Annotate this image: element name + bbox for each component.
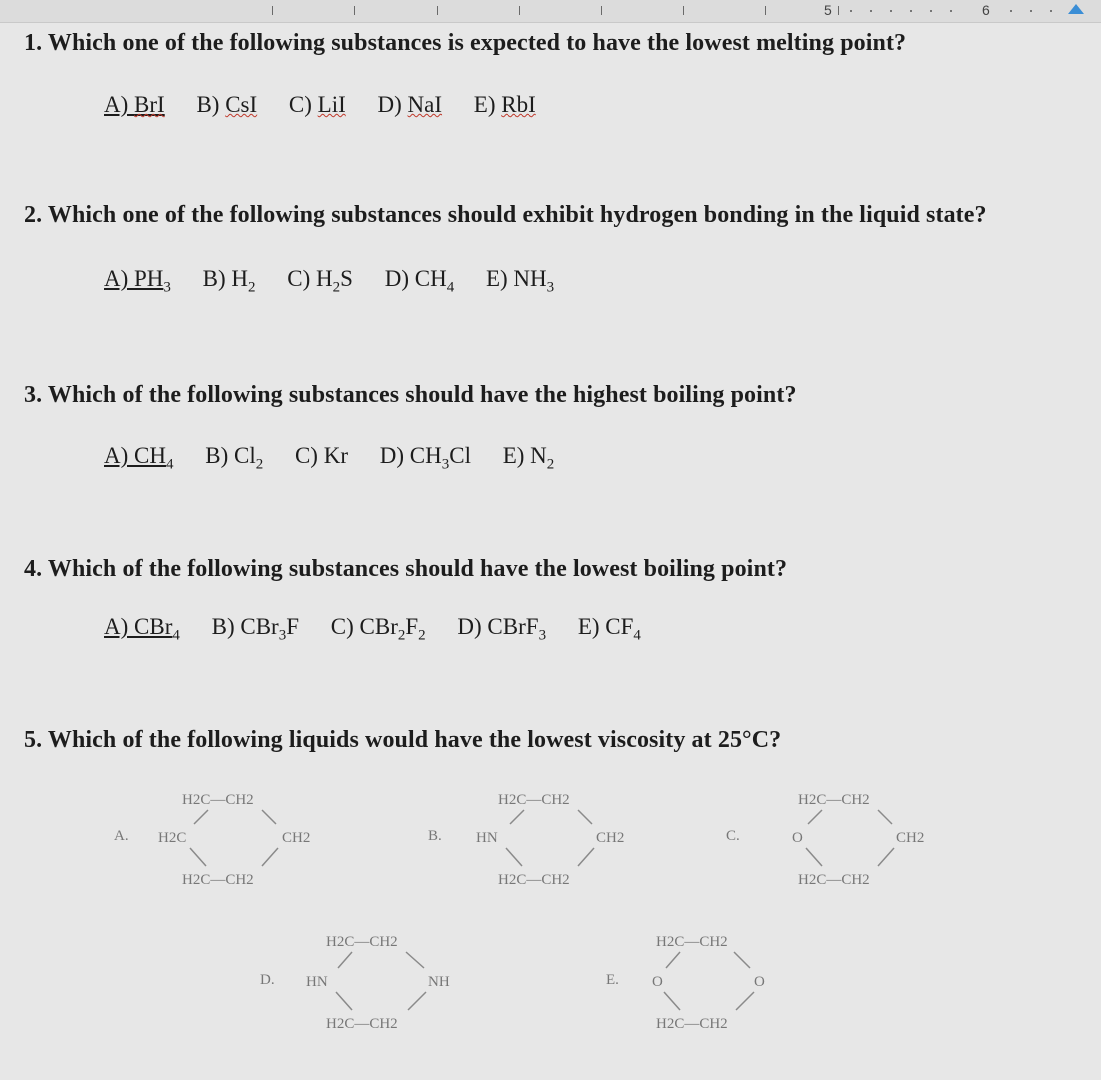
question-2-stem: 2. Which one of the following substances should exhibit hydrogen bonding in the liquid state? [24,202,987,228]
structure-e-label: E. [606,972,619,988]
structure-a-right: CH2 [282,830,311,846]
q4-option-d: D) CBrF$_3$ [457,614,547,644]
ruler-dot [890,10,892,12]
q1-option-d: D) NaI [377,92,443,117]
structure-a-top: H2C—CH2 [182,792,254,808]
q4-option-a: A) CBr$_4$ [104,614,180,644]
q4-option-e: E) $CF_4$ [577,614,641,644]
question-4-options [104,614,667,645]
q3-option-b: B) $Cl_2$ [205,443,264,473]
ruler-number: 6 [982,2,990,18]
structure-e-diagram [636,922,826,1040]
structure-c-label: C. [726,828,740,844]
q1-option-c: C) LiI [288,92,346,117]
structure-e-right: O [754,974,765,990]
question-1-options [104,92,562,118]
q4-option-c: C) $CBr_2F_2$ [330,614,426,644]
structure-d-left: HN [306,974,328,990]
question-5-stem: 5. Which of the following liquids would have the lowest viscosity at 25°C? [24,727,782,753]
structure-a-left: H2C [158,830,187,846]
structure-c-left: O [792,830,803,846]
structure-b-right: CH2 [596,830,625,846]
structure-d-right: NH [428,974,450,990]
ruler-tick [683,6,684,15]
structure-b-left: HN [476,830,498,846]
ruler-tick [354,6,355,15]
structure-d-bottom: H2C—CH2 [326,1016,398,1032]
structure-a-bottom: H2C—CH2 [182,872,254,888]
q1-option-e: E) RbI [473,92,536,117]
structure-d-label: D. [260,972,275,988]
ruler-tick [519,6,520,15]
ruler-dot [1050,10,1052,12]
q2-option-b: B) $H_2$ [202,266,256,296]
ruler-number: 5 [824,2,832,18]
ruler-dot [870,10,872,12]
structure-d-top: H2C—CH2 [326,934,398,950]
q1-option-b: B) CsI [196,92,258,117]
ruler-dot [930,10,932,12]
ruler-tick [272,6,273,15]
q3-option-c: C) Kr [294,443,348,468]
structure-c-diagram [776,780,966,898]
indent-marker-icon[interactable] [1068,4,1084,14]
ruler-tick [838,6,839,15]
ruler-tick [765,6,766,15]
q2-option-d: D) $CH_4$ [384,266,455,296]
q3-option-d: D) $CH_3Cl$ [379,443,471,473]
structure-c-top: H2C—CH2 [798,792,870,808]
structure-b-diagram [470,780,660,898]
q3-option-e: E) $N_2$ [502,443,555,473]
q1-option-a: A) BrI [104,92,165,117]
structure-a-label: A. [114,828,129,844]
structure-d-diagram [300,922,490,1040]
q4-option-b: B) CBr$_3$F [211,614,300,644]
ruler-dot [1030,10,1032,12]
question-4-stem: 4. Which of the following substances should have the lowest boiling point? [24,556,788,582]
structure-c-bottom: H2C—CH2 [798,872,870,888]
structure-e-top: H2C—CH2 [656,934,728,950]
structure-b-label: B. [428,828,442,844]
ruler-dot [910,10,912,12]
q2-option-c: C) $H_2S$ [287,266,353,296]
ruler-dot [850,10,852,12]
structure-c-right: CH2 [896,830,925,846]
ruler-tick [601,6,602,15]
question-3-options [104,443,580,474]
question-3-stem: 3. Which of the following substances should have the highest boiling point? [24,382,797,408]
ruler[interactable] [0,0,1101,23]
q2-option-a: A) $PH_3$ [104,266,171,296]
ruler-tick [437,6,438,15]
ruler-dot [950,10,952,12]
question-2-options [104,266,580,297]
structure-e-left: O [652,974,663,990]
structure-a-diagram [150,780,340,898]
ruler-dot [1010,10,1012,12]
structure-b-top: H2C—CH2 [498,792,570,808]
structure-b-bottom: H2C—CH2 [498,872,570,888]
structure-e-bottom: H2C—CH2 [656,1016,728,1032]
q2-option-e: E) $NH_3$ [485,266,555,296]
q3-option-a: A) $CH_4$ [104,443,174,473]
question-1-stem: 1. Which one of the following substances is expected to have the lowest melting point? [24,30,907,56]
